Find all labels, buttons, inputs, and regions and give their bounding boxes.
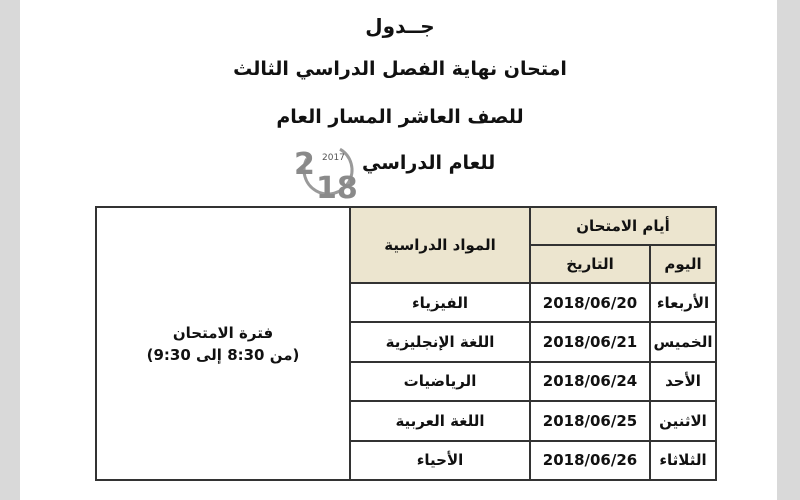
- doc-title: جــدول: [365, 14, 435, 38]
- row-date: 2018/06/25: [530, 401, 650, 440]
- row-subject: الفيزياء: [350, 283, 530, 322]
- exam-schedule-table: [95, 206, 717, 481]
- row-date: 2018/06/24: [530, 362, 650, 401]
- row-day: الخميس: [650, 322, 716, 361]
- date-header: التاريخ: [530, 245, 650, 283]
- row-subject: اللغة الإنجليزية: [350, 322, 530, 361]
- row-subject: اللغة العربية: [350, 401, 530, 440]
- row-date: 2018/06/26: [530, 441, 650, 480]
- exam-heading: امتحان نهاية الفصل الدراسي الثالث: [233, 58, 567, 80]
- year-logo: [292, 138, 362, 202]
- academic-year-heading: للعام الدراسي: [362, 152, 496, 174]
- logo-year-small: 2017: [322, 153, 345, 163]
- subjects-header: المواد الدراسية: [350, 207, 530, 283]
- exam-period-label: فترة الامتحان: [172, 323, 274, 342]
- row-day: الاثنين: [650, 401, 716, 440]
- table-header-row: [96, 207, 716, 245]
- row-subject: الرياضيات: [350, 362, 530, 401]
- exam-days-header: أيام الامتحان: [530, 207, 716, 245]
- exam-period-cell: [96, 207, 350, 480]
- grade-heading: للصف العاشر المسار العام: [276, 106, 524, 128]
- logo-digits-18: 18: [316, 171, 358, 202]
- logo-digit-2: 2: [294, 147, 315, 182]
- row-date: 2018/06/21: [530, 322, 650, 361]
- row-day: الثلاثاء: [650, 441, 716, 480]
- row-day: الأربعاء: [650, 283, 716, 322]
- day-header: اليوم: [650, 245, 716, 283]
- exam-period-time: (من 8:30 إلى 9:30): [146, 345, 300, 364]
- row-subject: الأحياء: [350, 441, 530, 480]
- row-date: 2018/06/20: [530, 283, 650, 322]
- row-day: الأحد: [650, 362, 716, 401]
